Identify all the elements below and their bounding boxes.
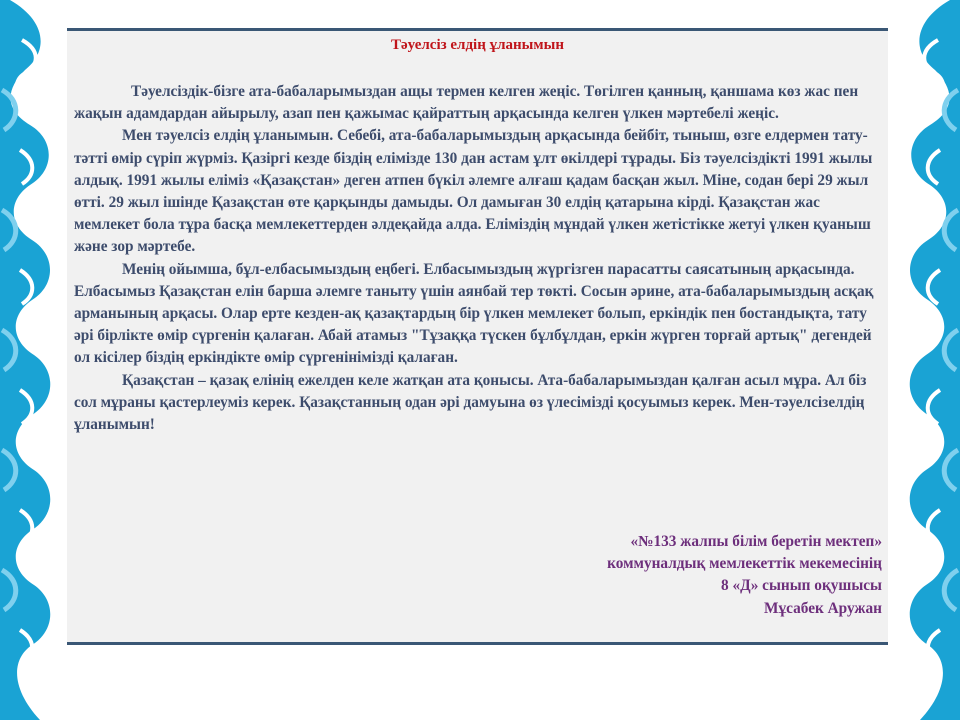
signature-block	[607, 531, 882, 620]
essay-title: Тәуелсіз елдің ұланымын	[391, 37, 564, 53]
essay-panel	[67, 28, 888, 645]
essay-paragraph: Мен тәуелсіз елдің ұланымын. Себебі, ата-бабаларымыздың арқасында бейбіт, тыныш, өзге елдермен тату-тәтті өмір сүріп жүрміз. Қазіргі кезде біздің елімізде 130 дан астам ұлт өкілдері тұрады. Біз тәуелсіздікті 1991 жылы алдық. 1991 жылы еліміз «Қазақстан» деген атпен бүкіл әлемге алғаш қадам басқан жыл. Міне, содан бері 29 жыл өтті. 29 жыл ішінде Қазақстан өте қарқынды дамыды. Ол дамыған 30 елдің қатарына кірді. Қазақстан жас мемлекет бола тұра басқа мемлекеттерден әлдеқайда алда. Еліміздің мұндай үлкен жетістікке жетуі үлкен қуаныш және зор мәртебе.	[74, 127, 873, 256]
essay-paragraph: Қазақстан – қазақ елінің ежелден келе жатқан ата қонысы. Ата-бабаларымыздан қалған асыл мұра. Ал біз сол мұраны қастерлеуміз керек. Қазақстанның одан әрі дамуына өз үлесімізді қосуымыз керек. Мен-тәуелсізелдің ұланымын!	[74, 371, 867, 434]
school-type-line: коммуналдық мемлекеттік мекемесінің	[607, 555, 882, 573]
essay-paragraph: Менің ойымша, бұл-елбасымыздың еңбегі. Елбасымыздың жүргізген парасатты саясатының арқасында. Елбасымыз Қазақстан елін барша әлемге таныту үшін аянбай тер төкті. Сосын әрине, ата-бабаларымыздың асқақ арманының арқасы. Олар ерте кезден-ақ қазақтардың бір үлкен мемлекет болып, еркіндік пен бостандықта, тату әрі бірлікте өмір сүргенін қалаған. Абай атамыз "Тұзаққа түскен бұлбұлдан, еркін жүрген торғай артық" дегендей ол кісілер біздің еркіндікте өмір сүргенінімізді қалаған.	[74, 260, 874, 367]
school-name-line: «№133 жалпы білім беретін мектеп»	[630, 533, 882, 550]
student-class: 8 «Д» сынып оқушысы	[721, 577, 882, 595]
author-name: Мұсабек Аружан	[764, 599, 882, 617]
essay-body	[74, 81, 879, 436]
essay-paragraph: Тәуелсіздік-бізге ата-бабаларымыздан ащы термен келген жеңіс. Төгілген қанның, қаншама көз жас пен жақын адамдардан айырылу, азап пен қажымас қайраттың арқасында келген үлкен мәртебелі жеңіс.	[74, 83, 859, 123]
right-ornament-border	[892, 0, 960, 720]
left-ornament-border	[0, 0, 68, 720]
